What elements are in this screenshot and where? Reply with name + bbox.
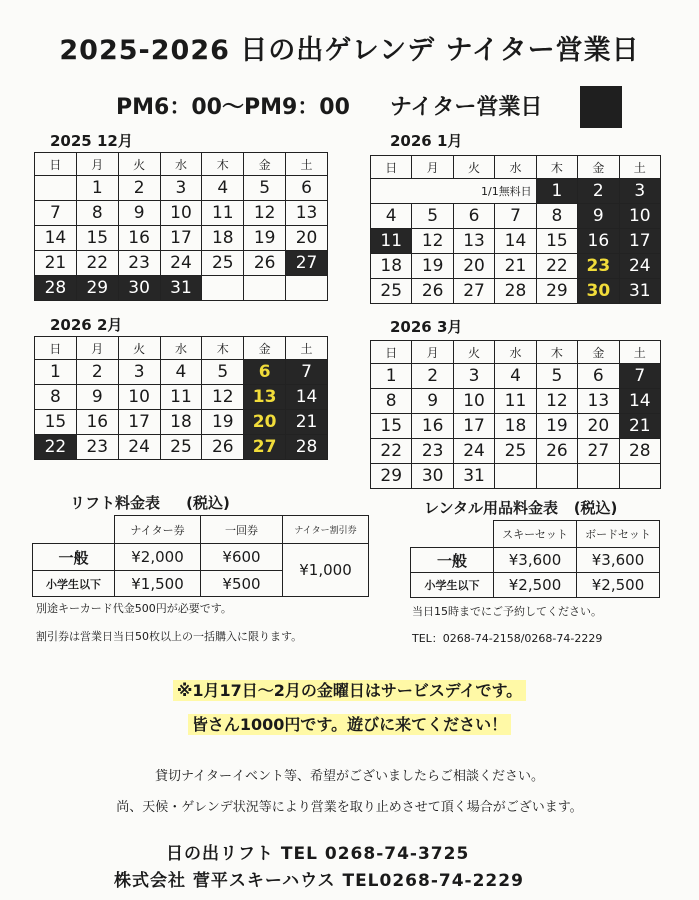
rental-tax-note: (税込) xyxy=(573,499,618,517)
weekday-sat: 土 xyxy=(286,153,328,176)
rental-note-reservation: 当日15時までにご予約してください。 xyxy=(412,605,602,618)
weekday-sat: 土 xyxy=(619,341,660,364)
weekday-mon: 月 xyxy=(412,156,453,179)
day-empty xyxy=(35,176,77,201)
day-cell: 14 xyxy=(35,226,77,251)
calendar-jan xyxy=(370,155,661,304)
day-cell-night: 17 xyxy=(619,229,660,254)
day-cell: 20 xyxy=(578,414,619,439)
day-empty xyxy=(578,464,619,489)
col-single-ticket: 一回券 xyxy=(201,516,283,544)
day-cell: 12 xyxy=(202,385,244,410)
day-cell: 19 xyxy=(412,254,453,279)
day-cell: 28 xyxy=(495,279,536,304)
lift-tax-note: (税込) xyxy=(186,494,230,512)
price-general-night: ¥2,000 xyxy=(115,544,201,571)
weekday-wed: 水 xyxy=(495,341,536,364)
day-empty xyxy=(536,464,577,489)
day-cell: 1 xyxy=(76,176,118,201)
month-label-jan: 2026 1月 xyxy=(390,132,463,150)
day-cell-service: 30 xyxy=(578,279,619,304)
day-cell: 19 xyxy=(536,414,577,439)
day-cell: 15 xyxy=(35,410,77,435)
day-cell-service: 23 xyxy=(578,254,619,279)
day-cell: 29 xyxy=(536,279,577,304)
day-cell-night: 11 xyxy=(371,229,412,254)
day-cell-night: 2 xyxy=(578,179,619,204)
day-cell: 15 xyxy=(536,229,577,254)
day-cell: 25 xyxy=(160,435,202,460)
lift-price-table xyxy=(32,515,369,597)
weekday-fri: 金 xyxy=(244,153,286,176)
day-cell: 5 xyxy=(244,176,286,201)
day-cell-night: 14 xyxy=(619,389,660,414)
col-board-set: ボードセット xyxy=(577,521,660,548)
day-cell: 25 xyxy=(202,251,244,276)
row-general: 一般 xyxy=(33,544,115,571)
lift-contact: 日の出リフト TEL 0268-74-3725 xyxy=(166,844,470,864)
day-cell: 17 xyxy=(453,414,494,439)
legend-label: ナイター営業日 xyxy=(389,95,543,120)
month-label-dec: 2025 12月 xyxy=(50,132,133,150)
day-cell: 20 xyxy=(286,226,328,251)
day-cell-service: 13 xyxy=(244,385,286,410)
service-price-line xyxy=(0,712,699,735)
price-child-single: ¥500 xyxy=(201,571,283,597)
day-cell: 19 xyxy=(202,410,244,435)
day-cell-night: 27 xyxy=(286,251,328,276)
day-cell: 27 xyxy=(453,279,494,304)
day-cell: 25 xyxy=(495,439,536,464)
day-empty xyxy=(495,464,536,489)
day-cell: 11 xyxy=(202,201,244,226)
day-cell: 12 xyxy=(244,201,286,226)
day-cell: 22 xyxy=(371,439,412,464)
day-cell-night: 28 xyxy=(286,435,328,460)
free-day-note: 1/1無料日 xyxy=(371,179,537,204)
weekday-sat: 土 xyxy=(286,337,328,360)
weekday-fri: 金 xyxy=(244,337,286,360)
day-cell-night: 31 xyxy=(619,279,660,304)
day-cell-night: 30 xyxy=(118,276,160,301)
weekday-mon: 月 xyxy=(412,341,453,364)
day-cell: 7 xyxy=(35,201,77,226)
day-cell: 10 xyxy=(453,389,494,414)
day-cell: 21 xyxy=(35,251,77,276)
day-cell: 3 xyxy=(118,360,160,385)
day-cell: 26 xyxy=(202,435,244,460)
day-cell: 5 xyxy=(536,364,577,389)
lift-price-title-line xyxy=(70,492,230,513)
night-hours: PM6：00～PM9：00 xyxy=(116,95,350,120)
day-cell: 5 xyxy=(202,360,244,385)
price-general-ski: ¥3,600 xyxy=(494,548,577,573)
weekday-thu: 木 xyxy=(202,337,244,360)
service-day-notice: ※1月17日～2月の金曜日はサービスデイです。 xyxy=(173,680,526,701)
day-empty xyxy=(202,276,244,301)
rental-price-title-line xyxy=(424,497,617,518)
col-discount-ticket: ナイター割引券 xyxy=(283,516,369,544)
service-day-line xyxy=(0,678,699,701)
day-cell: 16 xyxy=(118,226,160,251)
day-cell: 9 xyxy=(76,385,118,410)
day-cell: 22 xyxy=(76,251,118,276)
price-child-ski: ¥2,500 xyxy=(494,573,577,598)
row-general: 一般 xyxy=(411,548,494,573)
day-cell: 26 xyxy=(244,251,286,276)
day-cell: 15 xyxy=(76,226,118,251)
day-cell: 3 xyxy=(453,364,494,389)
lift-price-title: リフト料金表 xyxy=(70,494,161,512)
lift-note-keycard: 別途キーカード代金500円が必要です。 xyxy=(36,602,232,615)
weekday-sun: 日 xyxy=(35,337,77,360)
day-cell: 1 xyxy=(35,360,77,385)
weekday-mon: 月 xyxy=(76,153,118,176)
day-cell: 22 xyxy=(536,254,577,279)
day-cell-night: 14 xyxy=(286,385,328,410)
day-cell: 2 xyxy=(76,360,118,385)
day-cell: 30 xyxy=(412,464,453,489)
price-general-board: ¥3,600 xyxy=(577,548,660,573)
day-cell-night: 16 xyxy=(578,229,619,254)
day-cell-night: 7 xyxy=(619,364,660,389)
weekday-tue: 火 xyxy=(453,341,494,364)
weekday-tue: 火 xyxy=(118,337,160,360)
day-cell: 15 xyxy=(371,414,412,439)
day-cell: 4 xyxy=(202,176,244,201)
calendar-feb xyxy=(34,336,328,460)
day-cell-night: 28 xyxy=(35,276,77,301)
corner-cell xyxy=(33,516,115,544)
day-cell-night: 10 xyxy=(619,204,660,229)
weekday-sun: 日 xyxy=(371,341,412,364)
month-label-mar: 2026 3月 xyxy=(390,318,463,336)
weekday-wed: 水 xyxy=(160,337,202,360)
weekday-mon: 月 xyxy=(76,337,118,360)
weekday-wed: 水 xyxy=(495,156,536,179)
weekday-fri: 金 xyxy=(578,341,619,364)
day-cell-night: 22 xyxy=(35,435,77,460)
weekday-thu: 木 xyxy=(202,153,244,176)
day-cell: 13 xyxy=(578,389,619,414)
day-cell: 23 xyxy=(76,435,118,460)
price-discount: ¥1,000 xyxy=(283,544,369,597)
calendar-dec xyxy=(34,152,328,301)
day-cell: 10 xyxy=(118,385,160,410)
day-cell: 6 xyxy=(286,176,328,201)
day-cell: 8 xyxy=(536,204,577,229)
day-cell: 16 xyxy=(76,410,118,435)
day-cell: 31 xyxy=(453,464,494,489)
rental-tel: TEL：0268-74-2158/0268-74-2229 xyxy=(412,632,603,645)
day-cell: 24 xyxy=(118,435,160,460)
day-cell-service: 27 xyxy=(244,435,286,460)
day-cell: 2 xyxy=(118,176,160,201)
day-cell: 4 xyxy=(495,364,536,389)
day-cell: 5 xyxy=(412,204,453,229)
company-contact: 株式会社 菅平スキーハウス TEL0268-74-2229 xyxy=(114,871,524,891)
legend-swatch xyxy=(580,86,622,128)
day-cell-night: 29 xyxy=(76,276,118,301)
day-cell-night: 7 xyxy=(286,360,328,385)
day-cell: 13 xyxy=(453,229,494,254)
corner-cell xyxy=(411,521,494,548)
charter-info: 貸切ナイターイベント等、希望がございましたらご相談ください。 xyxy=(154,769,545,784)
day-empty xyxy=(619,464,660,489)
weekday-fri: 金 xyxy=(578,156,619,179)
col-ski-set: スキーセット xyxy=(494,521,577,548)
day-cell: 18 xyxy=(371,254,412,279)
weekday-sat: 土 xyxy=(619,156,660,179)
day-cell: 18 xyxy=(160,410,202,435)
price-child-board: ¥2,500 xyxy=(577,573,660,598)
day-empty xyxy=(286,276,328,301)
day-cell: 27 xyxy=(578,439,619,464)
weekday-sun: 日 xyxy=(35,153,77,176)
day-cell-service: 6 xyxy=(244,360,286,385)
day-cell: 16 xyxy=(412,414,453,439)
day-cell: 8 xyxy=(371,389,412,414)
day-cell: 25 xyxy=(371,279,412,304)
lift-note-discount: 割引券は営業日当日50枚以上の一括購入に限ります。 xyxy=(36,630,303,643)
weather-info: 尚、天候・ゲレンデ状況等により営業を取り止めさせて頂く場合がございます。 xyxy=(116,800,583,815)
day-cell: 4 xyxy=(160,360,202,385)
weekday-sun: 日 xyxy=(371,156,412,179)
col-night-ticket: ナイター券 xyxy=(115,516,201,544)
day-cell-night: 9 xyxy=(578,204,619,229)
day-cell: 17 xyxy=(160,226,202,251)
weekday-wed: 水 xyxy=(160,153,202,176)
weekday-tue: 火 xyxy=(118,153,160,176)
night-hours-line xyxy=(116,90,542,121)
day-cell-night: 24 xyxy=(619,254,660,279)
row-child: 小学生以下 xyxy=(33,571,115,597)
day-cell-night: 21 xyxy=(619,414,660,439)
calendar-mar xyxy=(370,340,661,489)
service-price-notice: 皆さん1000円です。遊びに来てください！ xyxy=(188,714,511,735)
day-cell: 1 xyxy=(371,364,412,389)
page-title: 2025-2026 日の出ゲレンデ ナイター営業日 xyxy=(59,35,640,66)
day-cell-service: 20 xyxy=(244,410,286,435)
day-cell: 26 xyxy=(536,439,577,464)
weekday-tue: 火 xyxy=(453,156,494,179)
day-cell: 7 xyxy=(495,204,536,229)
day-cell: 8 xyxy=(76,201,118,226)
day-cell: 20 xyxy=(453,254,494,279)
day-cell: 4 xyxy=(371,204,412,229)
day-cell: 24 xyxy=(453,439,494,464)
price-child-night: ¥1,500 xyxy=(115,571,201,597)
day-cell: 19 xyxy=(244,226,286,251)
day-cell: 6 xyxy=(578,364,619,389)
day-cell: 11 xyxy=(160,385,202,410)
weekday-thu: 木 xyxy=(536,341,577,364)
day-cell: 6 xyxy=(453,204,494,229)
day-cell: 18 xyxy=(495,414,536,439)
rental-price-table xyxy=(410,520,660,598)
day-cell: 9 xyxy=(118,201,160,226)
day-cell: 23 xyxy=(412,439,453,464)
day-cell: 3 xyxy=(160,176,202,201)
day-cell: 18 xyxy=(202,226,244,251)
day-cell: 29 xyxy=(371,464,412,489)
day-cell: 11 xyxy=(495,389,536,414)
weekday-thu: 木 xyxy=(536,156,577,179)
day-cell: 23 xyxy=(118,251,160,276)
row-child: 小学生以下 xyxy=(411,573,494,598)
day-cell: 10 xyxy=(160,201,202,226)
day-cell-night: 3 xyxy=(619,179,660,204)
day-cell: 24 xyxy=(160,251,202,276)
day-cell: 12 xyxy=(536,389,577,414)
day-cell: 21 xyxy=(495,254,536,279)
day-cell: 13 xyxy=(286,201,328,226)
day-cell-night: 1 xyxy=(536,179,577,204)
day-cell: 14 xyxy=(495,229,536,254)
rental-price-title: レンタル用品料金表 xyxy=(424,499,559,517)
day-empty xyxy=(244,276,286,301)
day-cell: 17 xyxy=(118,410,160,435)
day-cell: 9 xyxy=(412,389,453,414)
month-label-feb: 2026 2月 xyxy=(50,316,123,334)
day-cell: 2 xyxy=(412,364,453,389)
day-cell: 26 xyxy=(412,279,453,304)
day-cell-night: 31 xyxy=(160,276,202,301)
day-cell: 28 xyxy=(619,439,660,464)
day-cell: 12 xyxy=(412,229,453,254)
price-general-single: ¥600 xyxy=(201,544,283,571)
day-cell-night: 21 xyxy=(286,410,328,435)
day-cell: 8 xyxy=(35,385,77,410)
